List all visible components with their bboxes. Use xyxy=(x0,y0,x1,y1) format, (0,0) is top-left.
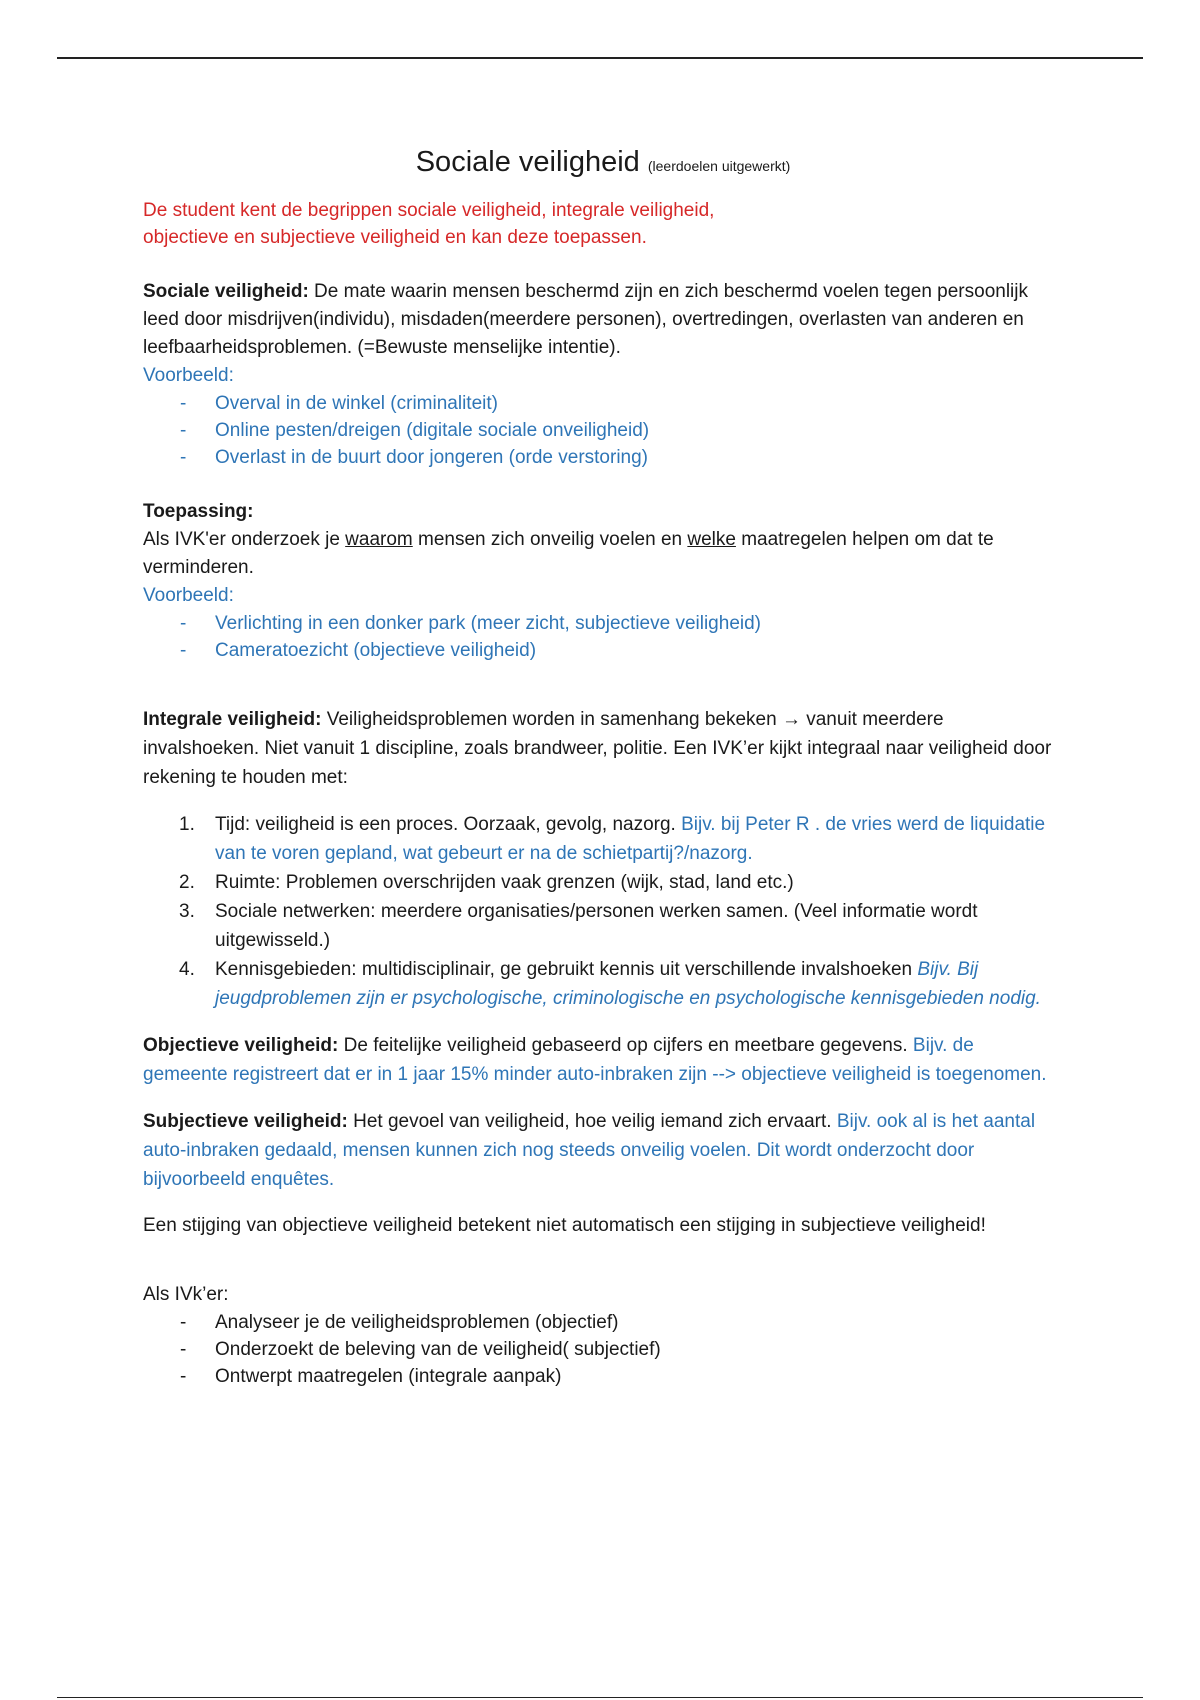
ivk-heading: Als IVk’er: xyxy=(143,1284,229,1305)
title-text: Sociale veiligheid xyxy=(415,146,640,178)
list-item: - Online pesten/dreigen (digitale sociale onveiligheid) xyxy=(180,420,650,441)
sociale-text: De mate waarin mensen beschermd zijn en zich beschermd voelen tegen persoonlijk leed door misdrijven(individu), misdaden(meerdere personen), overtredingen, overlasten van anderen en leefbaarheidsproblemen. (=Bewuste menselijke intentie). xyxy=(143,281,1028,358)
goal-line: De student kent de begrippen sociale veiligheid, integrale veiligheid, xyxy=(143,200,715,221)
list-item: - Analyseer je de veiligheidsproblemen (objectief) xyxy=(180,1312,619,1333)
underlined-word: waarom xyxy=(345,529,413,550)
term-sociale: Sociale veiligheid: xyxy=(143,281,309,302)
term-integrale: Integrale veiligheid: xyxy=(143,709,322,730)
sociale-definition xyxy=(143,278,1063,362)
underlined-word: welke xyxy=(687,529,736,550)
term-objectieve: Objectieve veiligheid: xyxy=(143,1035,339,1056)
list-item: - Cameratoezicht (objectieve veiligheid) xyxy=(180,640,537,661)
list-item: 1. Tijd: veiligheid is een proces. Oorzaak, gevolg, nazorg. Bijv. bij Peter R . de vries werd de liquidatie van te voren gepland, wat gebeurt er na de schietpartij?/nazorg. xyxy=(179,814,1046,864)
learning-goal xyxy=(143,197,1063,251)
title-subtitle: (leerdoelen uitgewerkt) xyxy=(647,158,791,174)
toepassing-heading: Toepassing: xyxy=(143,501,254,522)
integrale-text: Veiligheidsproblemen worden in samenhang bekeken → vanuit meerdere invalshoeken. Niet vanuit 1 discipline, zoals brandweer, politie. Een IVK’er kijkt integraal naar veiligheid door rekening te houden met: xyxy=(143,709,1052,788)
document-page xyxy=(143,140,1063,1390)
sociale-examples xyxy=(143,390,1063,471)
example-label: Voorbeeld: xyxy=(143,365,234,386)
footer-rule xyxy=(57,1697,1143,1698)
list-item: - Overlast in de buurt door jongeren (orde verstoring) xyxy=(180,447,649,468)
list-item: - Ontwerpt maatregelen (integrale aanpak) xyxy=(180,1366,562,1387)
ivk-list xyxy=(143,1309,1063,1390)
list-item: - Onderzoekt de beleving van de veiligheid( subjectief) xyxy=(180,1339,661,1360)
list-item: 3. Sociale netwerken: meerdere organisaties/personen werken samen. (Veel informatie wordt uitgewisseld.) xyxy=(179,901,978,951)
objectieve-definition: Objectieve veiligheid: De feitelijke veiligheid gebaseerd op cijfers en meetbare gegevens. Bijv. de gemeente registreert dat er in 1 jaar 15% minder auto-inbraken zijn --> objectieve veiligheid is toegenomen. xyxy=(143,1035,1047,1085)
list-item: - Overval in de winkel (criminaliteit) xyxy=(180,393,498,414)
conclusion: Een stijging van objectieve veiligheid betekent niet automatisch een stijging in subjectieve veiligheid! xyxy=(143,1215,986,1236)
goal-line: objectieve en subjectieve veiligheid en kan deze toepassen. xyxy=(143,227,647,248)
subjectieve-definition: Subjectieve veiligheid: Het gevoel van veiligheid, hoe veilig iemand zich ervaart. Bijv. ook al is het aantal auto-inbraken gedaald, mensen kunnen zich nog steeds onveilig voelen. Dit wordt onderzocht door bijvoorbeeld enquêtes. xyxy=(143,1111,1036,1190)
toepassing-text: Als IVK'er onderzoek je waarom mensen zich onveilig voelen en welke maatregelen helpen om dat te verminderen. xyxy=(143,529,994,578)
header-rule xyxy=(57,57,1143,59)
integrale-list xyxy=(143,810,1063,1013)
example-label: Voorbeeld: xyxy=(143,585,234,606)
integrale-definition xyxy=(143,705,1063,792)
toepassing-examples xyxy=(143,610,1063,664)
list-item: - Verlichting in een donker park (meer zicht, subjectieve veiligheid) xyxy=(180,613,761,634)
list-item: 4. Kennisgebieden: multidisciplinair, ge gebruikt kennis uit verschillende invalshoeken Bijv. Bij jeugdproblemen zijn er psychologische, criminologische en psychologische kennisgebieden nodig. xyxy=(179,959,1041,1009)
term-subjectieve: Subjectieve veiligheid: xyxy=(143,1111,348,1132)
page-title xyxy=(143,146,1063,179)
list-item: 2. Ruimte: Problemen overschrijden vaak grenzen (wijk, stad, land etc.) xyxy=(179,872,794,893)
